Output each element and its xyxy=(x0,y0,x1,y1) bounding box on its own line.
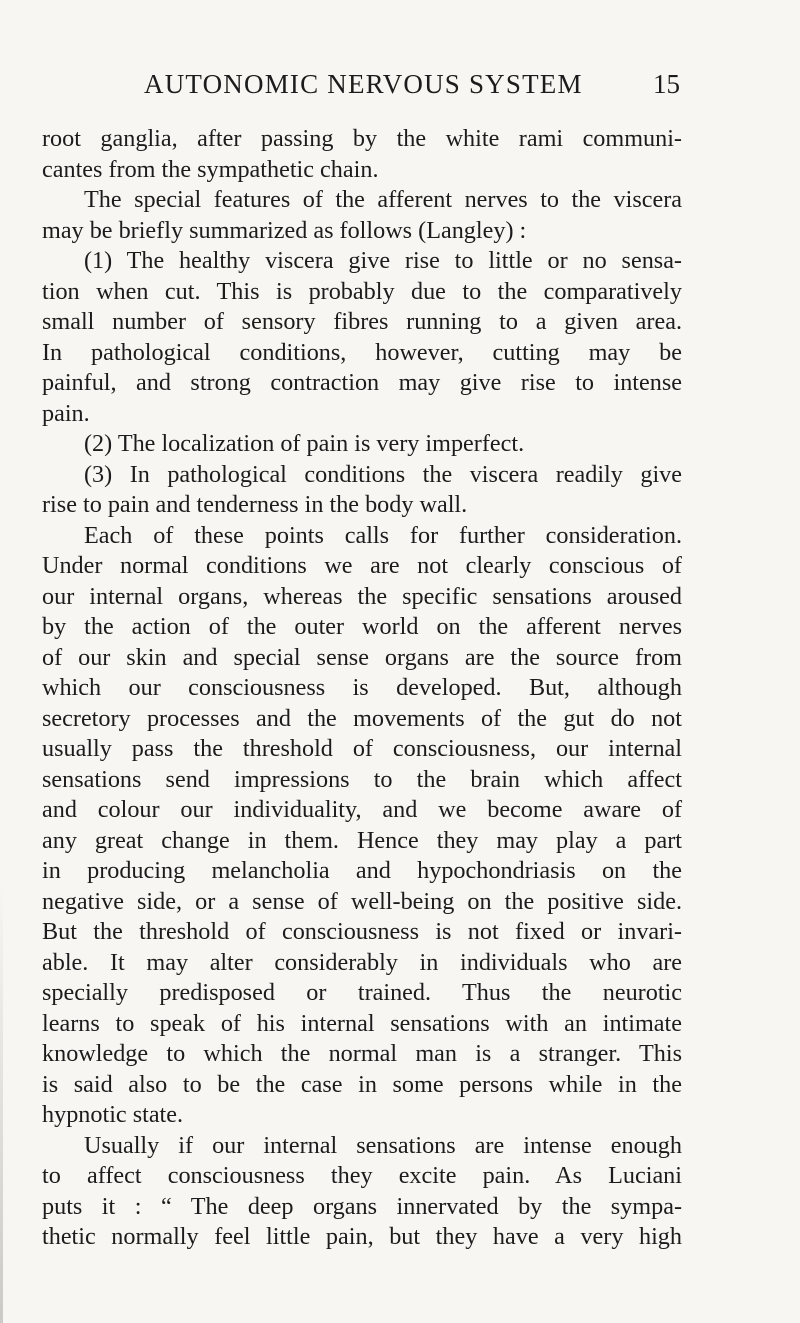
text-line: (1) The healthy viscera give rise to little or no sensa- xyxy=(84,247,682,274)
text-line: cantes from the sympathetic chain. xyxy=(42,155,379,183)
text-line: any great change in them. Hence they may play a part xyxy=(42,826,682,854)
body-text xyxy=(42,124,682,1253)
text-line: learns to speak of his internal sensations with an intimate xyxy=(42,1009,682,1037)
text-line: of our skin and special sense organs are the source from xyxy=(42,643,682,671)
text-line: thetic normally feel little pain, but they have a very high xyxy=(42,1223,682,1250)
text-line: in producing melancholia and hypochondriasis on the xyxy=(42,857,682,884)
text-line: (2) The localization of pain is very imperfect. xyxy=(84,430,525,457)
text-line: may be briefly summarized as follows (Langley) : xyxy=(42,216,527,244)
text-line: and colour our individuality, and we become aware of xyxy=(42,796,682,823)
text-line: tion when cut. This is probably due to the comparatively xyxy=(42,277,682,305)
text-line: But the threshold of consciousness is not fixed or invari- xyxy=(42,918,682,945)
text-line: pain. xyxy=(42,399,90,427)
text-line: puts it : “ The deep organs innervated by the sympa- xyxy=(42,1192,682,1220)
running-title: AUTONOMIC NERVOUS SYSTEM xyxy=(144,69,583,99)
text-line: knowledge to which the normal man is a stranger. This xyxy=(42,1040,682,1067)
text-line: by the action of the outer world on the afferent nerves xyxy=(42,613,682,640)
text-line: to affect consciousness they excite pain. As Luciani xyxy=(42,1162,682,1189)
text-line: specially predisposed or trained. Thus the neurotic xyxy=(42,979,682,1006)
text-line: Usually if our internal sensations are intense enough xyxy=(84,1131,682,1159)
text-line: which our consciousness is developed. But, although xyxy=(42,674,682,701)
running-head xyxy=(144,64,680,104)
text-line: The special features of the afferent nerves to the viscera xyxy=(84,186,682,213)
text-line: Each of these points calls for further consideration. xyxy=(84,521,682,549)
text-line: secretory processes and the movements of the gut do not xyxy=(42,704,682,732)
text-line: In pathological conditions, however, cutting may be xyxy=(42,338,682,366)
text-line: root ganglia, after passing by the white rami communi- xyxy=(42,125,682,152)
text-line: is said also to be the case in some persons while in the xyxy=(42,1070,682,1098)
page-number: 15 xyxy=(653,69,680,99)
text-line: negative side, or a sense of well-being on the positive side. xyxy=(42,887,682,915)
page-edge-shadow xyxy=(0,880,3,1323)
text-line: painful, and strong contraction may give rise to intense xyxy=(42,369,682,396)
text-line: rise to pain and tenderness in the body wall. xyxy=(42,491,468,518)
text-line: hypnotic state. xyxy=(42,1101,184,1128)
text-line: small number of sensory fibres running to a given area. xyxy=(42,308,682,335)
text-line: able. It may alter considerably in individuals who are xyxy=(42,948,682,976)
text-line: usually pass the threshold of consciousness, our internal xyxy=(42,735,682,762)
text-line: (3) In pathological conditions the viscera readily give xyxy=(84,460,682,488)
text-line: sensations send impressions to the brain which affect xyxy=(42,765,682,793)
text-line: our internal organs, whereas the specific sensations aroused xyxy=(42,582,682,610)
text-line: Under normal conditions we are not clearly conscious of xyxy=(42,552,682,579)
